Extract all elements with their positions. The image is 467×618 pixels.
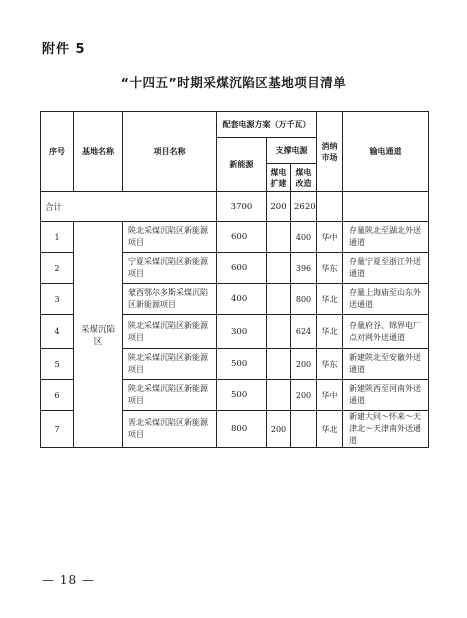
row-project: 陕北采煤沉陷区新能源项目: [123, 349, 217, 380]
row-market: 华东: [317, 253, 343, 284]
row-channel: 存量上海庙至山东外送通道: [343, 284, 429, 315]
row-seq: 1: [41, 222, 74, 253]
row-channel: 存量陕北至湖北外送通道: [343, 222, 429, 253]
base-name-cell: 采煤沉陷区: [74, 222, 123, 448]
row-channel: 新建陕西至河南外送通道: [343, 380, 429, 411]
row-market: 华中: [317, 222, 343, 253]
row-market: 华东: [317, 349, 343, 380]
row-channel: 新建陕北至安徽外送通道: [343, 349, 429, 380]
row-new-energy: 400: [217, 284, 267, 315]
attachment-label: 附件 5: [42, 42, 86, 57]
header-coal-upgrade: 煤电改造: [291, 164, 317, 192]
total-market: [317, 192, 343, 222]
row-seq: 2: [41, 253, 74, 284]
row-market: 华北: [317, 411, 343, 448]
row-coal-upgrade: 400: [291, 222, 317, 253]
table-row: [41, 222, 429, 253]
header-supply: 配套电源方案（万千瓦）: [217, 112, 317, 138]
row-new-energy: 800: [217, 411, 267, 448]
total-row: [41, 192, 429, 222]
header-channel: 输电通道: [343, 112, 429, 192]
total-coal-expand: 200: [267, 192, 291, 222]
row-coal-upgrade: 624: [291, 315, 317, 349]
page-number: — 18 —: [42, 573, 95, 587]
header-consume: 消纳市场: [317, 112, 343, 192]
row-coal-expand: [267, 349, 291, 380]
row-seq: 6: [41, 380, 74, 411]
header-coal-expand: 煤电扩建: [267, 164, 291, 192]
row-new-energy: 600: [217, 253, 267, 284]
total-channel: [343, 192, 429, 222]
header-base: 基地名称: [74, 112, 123, 192]
project-table: [40, 111, 429, 448]
row-coal-expand: [267, 315, 291, 349]
row-project: 晋北采煤沉陷区新能源项目: [123, 411, 217, 448]
row-seq: 3: [41, 284, 74, 315]
row-coal-expand: [267, 284, 291, 315]
row-seq: 7: [41, 411, 74, 448]
row-project: 陕北采煤沉陷区新能源项目: [123, 315, 217, 349]
row-new-energy: 500: [217, 349, 267, 380]
row-channel: 新建大同～怀来～天津北～天津南外送通道: [343, 411, 429, 448]
row-coal-expand: [267, 222, 291, 253]
row-seq: 5: [41, 349, 74, 380]
header-support: 支撑电源: [267, 138, 317, 164]
row-coal-upgrade: 200: [291, 349, 317, 380]
row-coal-upgrade: 800: [291, 284, 317, 315]
row-project: 蒙西鄂尔多斯采煤沉陷区新能源项目: [123, 284, 217, 315]
total-label: 合计: [41, 192, 217, 222]
total-coal-upgrade: 2620: [291, 192, 317, 222]
row-coal-upgrade: 396: [291, 253, 317, 284]
total-new-energy: 3700: [217, 192, 267, 222]
row-coal-expand: 200: [267, 411, 291, 448]
row-new-energy: 600: [217, 222, 267, 253]
header-seq: 序号: [41, 112, 74, 192]
row-new-energy: 500: [217, 380, 267, 411]
row-coal-expand: [267, 380, 291, 411]
row-seq: 4: [41, 315, 74, 349]
header-project: 项目名称: [123, 112, 217, 192]
row-project: 陕北采煤沉陷区新能源项目: [123, 222, 217, 253]
row-project: 宁夏采煤沉陷区新能源项目: [123, 253, 217, 284]
document-title: “十四五”时期采煤沉陷区基地项目清单: [120, 75, 347, 90]
row-market: 华中: [317, 380, 343, 411]
row-project: 陕北采煤沉陷区新能源项目: [123, 380, 217, 411]
row-new-energy: 300: [217, 315, 267, 349]
row-channel: 存量府谷、锦界电厂点对网外送通道: [343, 315, 429, 349]
row-market: 华北: [317, 315, 343, 349]
header-row-1: [41, 112, 429, 138]
row-market: 华北: [317, 284, 343, 315]
row-coal-upgrade: 200: [291, 380, 317, 411]
row-coal-expand: [267, 253, 291, 284]
row-channel: 存量宁夏至浙江外送通道: [343, 253, 429, 284]
row-coal-upgrade: [291, 411, 317, 448]
header-new-energy: 新能源: [217, 138, 267, 192]
